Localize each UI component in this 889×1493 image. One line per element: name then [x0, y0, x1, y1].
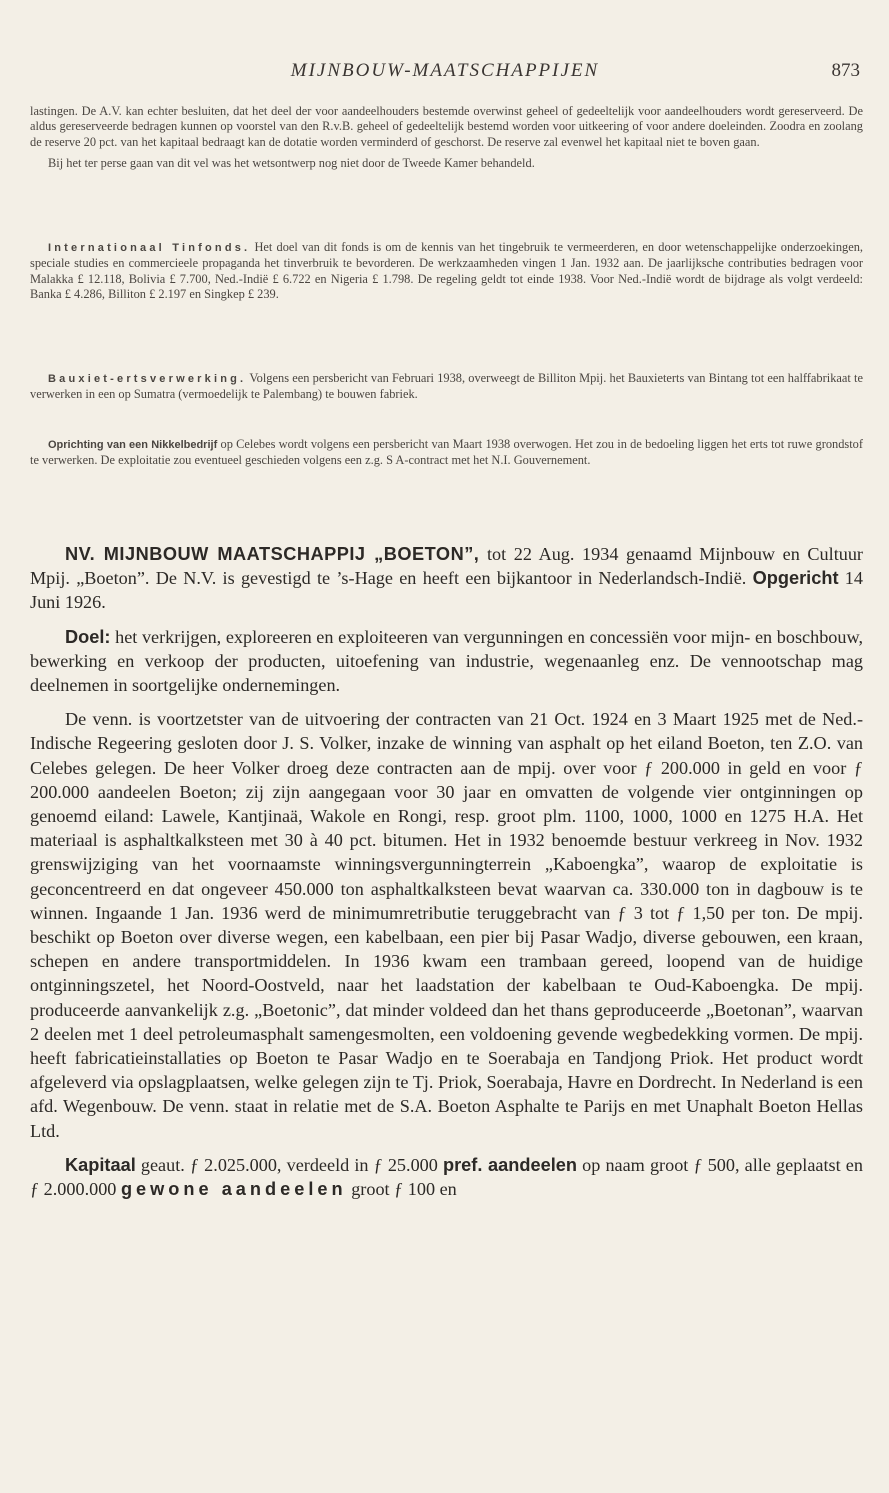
doel-label: Doel: [65, 626, 111, 647]
intro-note: Bij het ter perse gaan van dit vel was het wetsontwerp nog niet door de Tweede Kamer behandeld. [48, 156, 535, 171]
bauxiet-section [30, 371, 863, 403]
kapitaal-label: Kapitaal [65, 1154, 136, 1175]
page-number: 873 [831, 60, 860, 81]
nikkel-section [30, 437, 863, 469]
kapitaal-text-2: op naam groot ƒ 500, alle geplaatst en ƒ 2.000.000 [30, 1154, 863, 1200]
running-title: MIJNBOUW-MAATSCHAPPIJEN [290, 60, 600, 81]
gewone-label: gewone aandeelen [120, 1179, 347, 1200]
pref-label: pref. aandeelen [442, 1154, 577, 1175]
bauxiet-heading: Bauxiet-ertsverwerking. [48, 373, 247, 385]
tinfonds-section [30, 240, 863, 303]
page-header [30, 60, 860, 90]
intro-paragraph: lastingen. De A.V. kan echter besluiten, dat het deel der voor aandeelhouders bestemde overwinst geheel of gedeeltelijk voor aandeelhouders wordt gereserveerd. De aldus gereserveerde bedragen kunnen op voorstel van den R.v.B. geheel of gedeeltelijk bestemd worden voor uitkeering of voor andere doeleinden. Zoodra en zoolang de reserve 20 pct. van het kapitaal bedraagt kan de dotatie worden verminderd of geschorst. De reserve zal evenwel het kapitaal niet te boven gaan. [30, 104, 863, 149]
bauxiet-text: Volgens een persbericht van Februari 1938, overweegt de Billiton Mpij. het Bauxieterts van Bintang tot een halffabrikaat te verwerken in een op Sumatra (vermoedelijk te Palembang) te bouwen fabriek. [30, 371, 863, 402]
tinfonds-heading: Internationaal Tinfonds. [48, 242, 251, 254]
boeton-section [30, 542, 863, 1201]
kapitaal-text-3: groot ƒ 100 en [346, 1179, 457, 1200]
opgericht-label: Opgericht [752, 568, 839, 589]
kapitaal-text-1: geaut. ƒ 2.025.000, verdeeld in ƒ 25.000 [135, 1154, 443, 1175]
boeton-title: NV. MIJNBOUW MAATSCHAPPIJ „BOETON”, [65, 544, 480, 564]
nikkel-text: op Celebes wordt volgens een persbericht van Maart 1938 overwogen. Het zou in de bedoeling liggen het erts tot ruwe grondstof te verwerken. De exploitatie zou eventueel geschieden volgens een z.g. S A-contract met het N.I. Gouvernement. [30, 437, 863, 468]
opgericht-text: 14 Juni 1926. [30, 568, 863, 613]
history-paragraph: De venn. is voortzetster van de uitvoering der contracten van 21 Oct. 1924 en 3 Maart 1925 met de Ned.-Indische Regeering gesloten door J. S. Volker, inzake de winning van asphalt op het eiland Boeton, ten Z.O. van Celebes gelegen. De heer Volker droeg deze contracten aan de mpij. over voor ƒ 200.000 in geld en voor ƒ 200.000 aandeelen Boeton; zij zijn aangegaan voor 30 jaar en omvatten de volgende vier ontginningen op genoemd eiland: Lawele, Kantjinaä, Wakole en Rongi, resp. groot plm. 1100, 1000, 1000 en 1275 H.A. Het materiaal is asphaltkalksteen met 30 à 40 pct. bitumen. Het in 1932 benoemde bestuur verkreeg in Nov. 1932 grenswijziging van het voornaamste winningsvergunningterrein „Kaboengka”, waarop de exploitatie is geconcentreerd en dat ongeveer 450.000 ton asphaltkalksteen bevat waarvan ca. 330.000 ton in dagbouw is te winnen. Ingaande 1 Jan. 1936 werd de minimumretributie teruggebracht van ƒ 3 tot ƒ 1,50 per ton. De mpij. beschikt op Boeton over diverse wegen, een kabelbaan, een pier bij Pasar Wadjo, diverse gebouwen, een kraan, schepen en andere transportmiddelen. In 1936 kwam een trambaan gereed, loopend van de huidige ontginningszetel, het Noord-Oostveld, naar het laadstation der kabelbaan te Oud-Kaboengka. De mpij. produceerde aanvankelijk z.g. „Boetonic”, dat minder voldeed dan het thans geproduceerde „Boetonan”, waarvan 2 deelen met 1 deel petroleumasphalt samengesmolten, een voldoening gevende wegbedekking vormen. De mpij. heeft fabricatieinstallaties op Boeton te Pasar Wadjo en te Soerabaja en Tandjong Priok. Het product wordt afgeleverd via opslagplaatsen, welke gelegen zijn te Tj. Priok, Soerabaja, Havre en Dordrecht. In Nederland is een afd. Wegenbouw. De venn. staat in relatie met de S.A. Boeton Asphalte te Parijs en met Unaphalt Boeton Hellas Ltd. [30, 709, 863, 1141]
boeton-intro: tot 22 Aug. 1934 genaamd Mijnbouw en Cultuur Mpij. „Boeton”. De N.V. is gevestigd te ’s-Hage en heeft een bijkantoor in Nederlandsch-Indië. [30, 544, 863, 589]
tinfonds-text: Het doel van dit fonds is om de kennis van het tingebruik te vermeerderen, en door wetenschappelijke onderzoekingen, speciale studies en commercieele propaganda het tinverbruik te bevorderen. De werkzaamheden vingen 1 Jan. 1932 aan. De jaarlijksche contributies bedragen voor Malakka £ 12.118, Bolivia £ 7.700, Ned.-Indië £ 6.722 en Nigeria £ 1.798. De regeling geldt tot einde 1938. Voor Ned.-Indië wordt de bijdrage als volgt verdeeld: Banka £ 4.286, Billiton £ 2.197 en Singkep £ 239. [30, 240, 864, 302]
doel-text: het verkrijgen, exploreeren en exploiteeren van vergunningen en concessiën voor mijn- en boschbouw, bewerking en verkoop der producten, uitoefening van industrie, wegenaanleg enz. De vennootschap mag deelnemen in soortgelijke ondernemingen. [30, 626, 863, 696]
intro-section [30, 104, 863, 172]
nikkel-heading: Oprichting van een Nikkelbedrijf [48, 439, 218, 451]
